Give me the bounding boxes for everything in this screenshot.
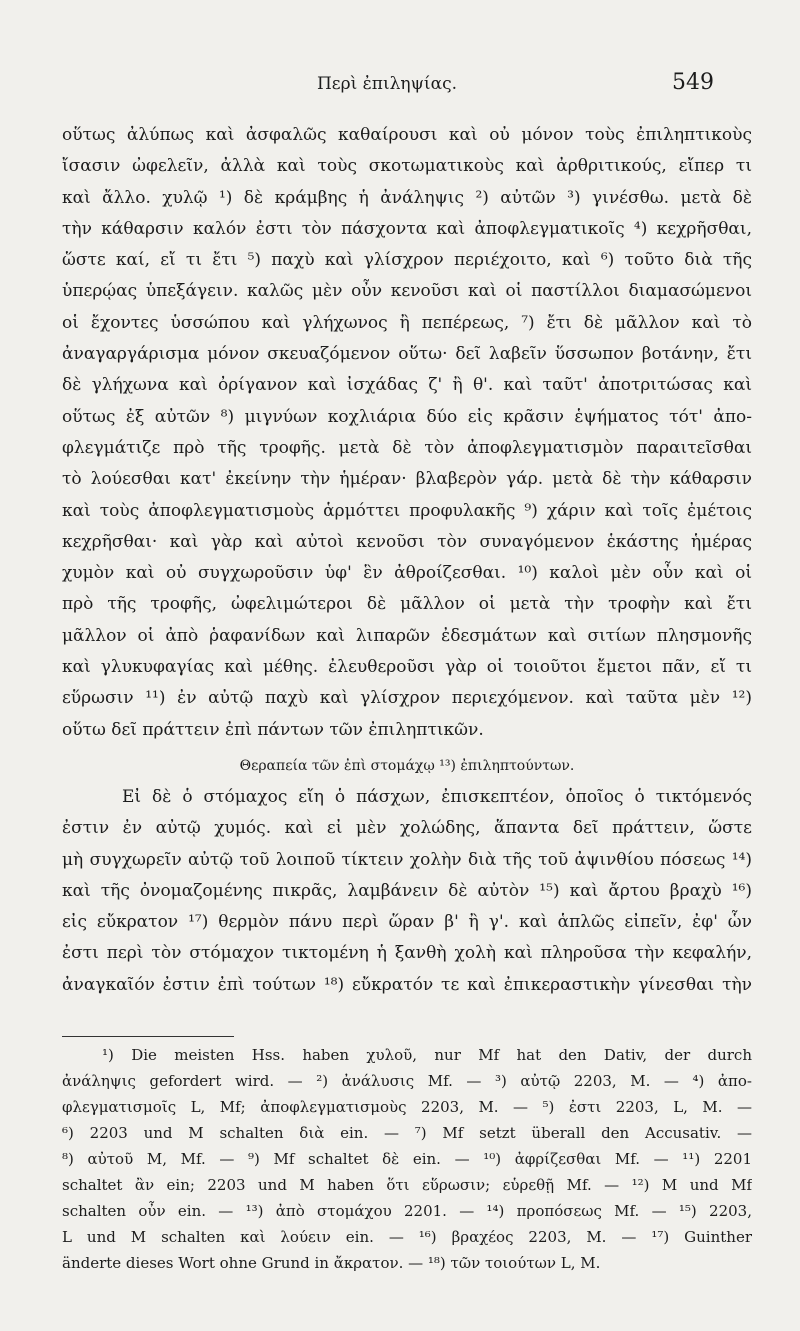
text-line: οὕτως ἐξ αὐτῶν ⁸) μιγνύων κοχλιάρια δύο εἰς κρᾶσιν ἑψήματος τότ' ἀπο- xyxy=(62,406,752,427)
text-line: χυμὸν καὶ οὐ συγχωροῦσιν ὑφ' ἓν ἀθροίζεσθαι. ¹⁰) καλοὶ μὲν οὖν καὶ οἱ xyxy=(62,563,752,584)
text-line: πρὸ τῆς τροφῆς, ὠφελιμώτεροι δὲ μᾶλλον οἱ μετὰ τὴν τροφὴν καὶ ἔτι xyxy=(62,594,752,615)
text-line: Εἰ δὲ ὁ στόμαχος εἴη ὁ πάσχων, ἐπισκεπτέον, ὁποῖος ὁ τικτόμενός xyxy=(122,786,752,807)
footnote-line: φλεγματισμοῖς L, Mf; ἀποφλεγματισμοὺς 2203, M. — ⁵) ἐστι 2203, L, M. — xyxy=(62,1098,752,1116)
footnote-line: ⁸) αὐτοῦ M, Mf. — ⁹) Mf schaltet δὲ ein. — ¹⁰) ἀφρίζεσθαι Mf. — ¹¹) 2201 xyxy=(62,1150,752,1168)
text-line: εὕρωσιν ¹¹) ἐν αὐτῷ παχὺ καὶ γλίσχρον περιεχόμενον. καὶ ταῦτα μὲν ¹²) xyxy=(62,688,752,709)
page-number: 549 xyxy=(672,70,714,95)
text-line: φλεγμάτιζε πρὸ τῆς τροφῆς. μετὰ δὲ τὸν ἀποφλεγματισμὸν παραιτεῖσθαι xyxy=(62,437,752,458)
footnote-line: schaltet ἂν ein; 2203 und M haben ὅτι εὕρωσιν; εὑρεθῇ Mf. — ¹²) M und Mf xyxy=(62,1176,752,1194)
footnotes xyxy=(62,1042,752,1276)
text-line: ἐστι περὶ τὸν στόμαχον τικτομένη ἡ ξανθὴ χολὴ καὶ πληροῦσα τὴν κεφαλήν, xyxy=(62,943,752,964)
text-line: ὥστε καί, εἴ τι ἔτι ⁵) παχὺ καὶ γλίσχρον περιέχοιτο, καὶ ⁶) τοῦτο διὰ τῆς xyxy=(62,250,752,271)
page-header xyxy=(60,70,714,100)
text-line: δὲ γλήχωνα καὶ ὀρίγανον καὶ ἰσχάδας ζ' ἢ θ'. καὶ ταῦτ' ἀποτριτώσας καὶ xyxy=(62,375,752,396)
footnote-line: änderte dieses Wort ohne Grund in ἄκρατον. — ¹⁸) τῶν τοιούτων L, M. xyxy=(62,1254,601,1272)
text-line: μᾶλλον οἱ ἀπὸ ῥαφανίδων καὶ λιπαρῶν ἐδεσμάτων καὶ σιτίων πλησμονῆς xyxy=(62,625,752,646)
text-line: καὶ τῆς ὀνομαζομένης πικρᾶς, λαμβάνειν δὲ αὐτὸν ¹⁵) καὶ ἄρτου βραχὺ ¹⁶) xyxy=(62,880,752,901)
footnote-line: ⁶) 2203 und M schalten διὰ ein. — ⁷) Mf setzt überall den Accusativ. — xyxy=(62,1124,752,1142)
footnote-line: ἀνάληψις gefordert wird. — ²) ἀνάλυσις Mf. — ³) αὐτῷ 2203, M. — ⁴) ἀπο- xyxy=(62,1072,752,1090)
running-title: Περὶ ἐπιληψίας. xyxy=(316,74,458,94)
text-line: εἰς εὔκρατον ¹⁷) θερμὸν πάνυ περὶ ὥραν β' ἢ γ'. καὶ ἁπλῶς εἰπεῖν, ἐφ' ὧν xyxy=(62,912,752,933)
text-line: καὶ ἄλλο. χυλῷ ¹) δὲ κράμβης ἡ ἀνάληψις ²) αὐτῶν ³) γινέσθω. μετὰ δὲ xyxy=(62,187,752,208)
text-line: οὕτως ἀλύπως καὶ ἀσφαλῶς καθαίρουσι καὶ οὐ μόνον τοὺς ἐπιληπτικοὺς xyxy=(62,125,752,145)
footnote-divider xyxy=(62,1036,234,1037)
footnote-line: L und M schalten καὶ λούειν ein. — ¹⁶) βραχέος 2203, M. — ¹⁷) Guinther xyxy=(62,1228,752,1246)
text-line: ἐστιν ἐν αὐτῷ χυμός. καὶ εἰ μὲν χολώδης, ἅπαντα δεῖ πράττειν, ὥστε xyxy=(62,818,752,839)
text-line: μὴ συγχωρεῖν αὐτῷ τοῦ λοιποῦ τίκτειν χολὴν διὰ τῆς τοῦ ἀψινθίου πόσεως ¹⁴) xyxy=(62,849,752,870)
text-line: ὑπερῴας ὑπεξάγειν. καλῶς μὲν οὖν κενοῦσι καὶ οἱ παστίλλοι διαμασώμενοι xyxy=(62,281,752,302)
text-line: τὸ λούεσθαι κατ' ἐκείνην τὴν ἡμέραν· βλαβερὸν γάρ. μετὰ δὲ τὴν κάθαρσιν xyxy=(62,469,752,490)
footnote-line: ¹) Die meisten Hss. haben χυλοῦ, nur Mf hat den Dativ, der durch xyxy=(102,1046,752,1064)
text-line: ἀναγκαῖόν ἐστιν ἐπὶ τούτων ¹⁸) εὔκρατόν τε καὶ ἐπικεραστικὴν γίνεσθαι τὴν xyxy=(62,974,752,995)
footnote-line: schalten οὖν ein. — ¹³) ἀπὸ στομάχου 2201. — ¹⁴) προπόσεως Mf. — ¹⁵) 2203, xyxy=(62,1202,752,1220)
main-text xyxy=(62,120,752,1001)
text-line: τὴν κάθαρσιν καλόν ἐστι τὸν πάσχοντα καὶ ἀποφλεγματικοῖς ⁴) κεχρῆσθαι, xyxy=(62,218,752,239)
text-line: οἱ ἔχοντες ὑσσώπου καὶ γλήχωνος ἢ πεπέρεως, ⁷) ἔτι δὲ μᾶλλον καὶ τὸ xyxy=(62,312,752,333)
text-line: καὶ τοὺς ἀποφλεγματισμοὺς ἁρμόττει προφυλακῆς ⁹) χάριν καὶ τοῖς ἐμέτοις xyxy=(62,500,752,521)
text-line: ἴσασιν ὠφελεῖν, ἀλλὰ καὶ τοὺς σκοτωματικοὺς καὶ ἀρθριτικούς, εἴπερ τι xyxy=(62,156,752,177)
text-line: οὕτω δεῖ πράττειν ἐπὶ πάντων τῶν ἐπιληπτικῶν. xyxy=(62,719,484,740)
text-line: καὶ γλυκυφαγίας καὶ μέθης. ἐλευθεροῦσι γὰρ οἱ τοιοῦτοι ἔμετοι πᾶν, εἴ τι xyxy=(62,657,752,678)
section-heading: Θεραπεία τῶν ἐπὶ στομάχῳ ¹³) ἐπιληπτούντων. xyxy=(239,757,575,774)
text-line: κεχρῆσθαι· καὶ γὰρ καὶ αὐτοὶ κενοῦσι τὸν συναγόμενον ἑκάστης ἡμέρας xyxy=(62,531,752,552)
text-line: ἀναγαργάρισμα μόνον σκευαζόμενον οὕτω· δεῖ λαβεῖν ὕσσωπον βοτάνην, ἔτι xyxy=(62,344,752,365)
